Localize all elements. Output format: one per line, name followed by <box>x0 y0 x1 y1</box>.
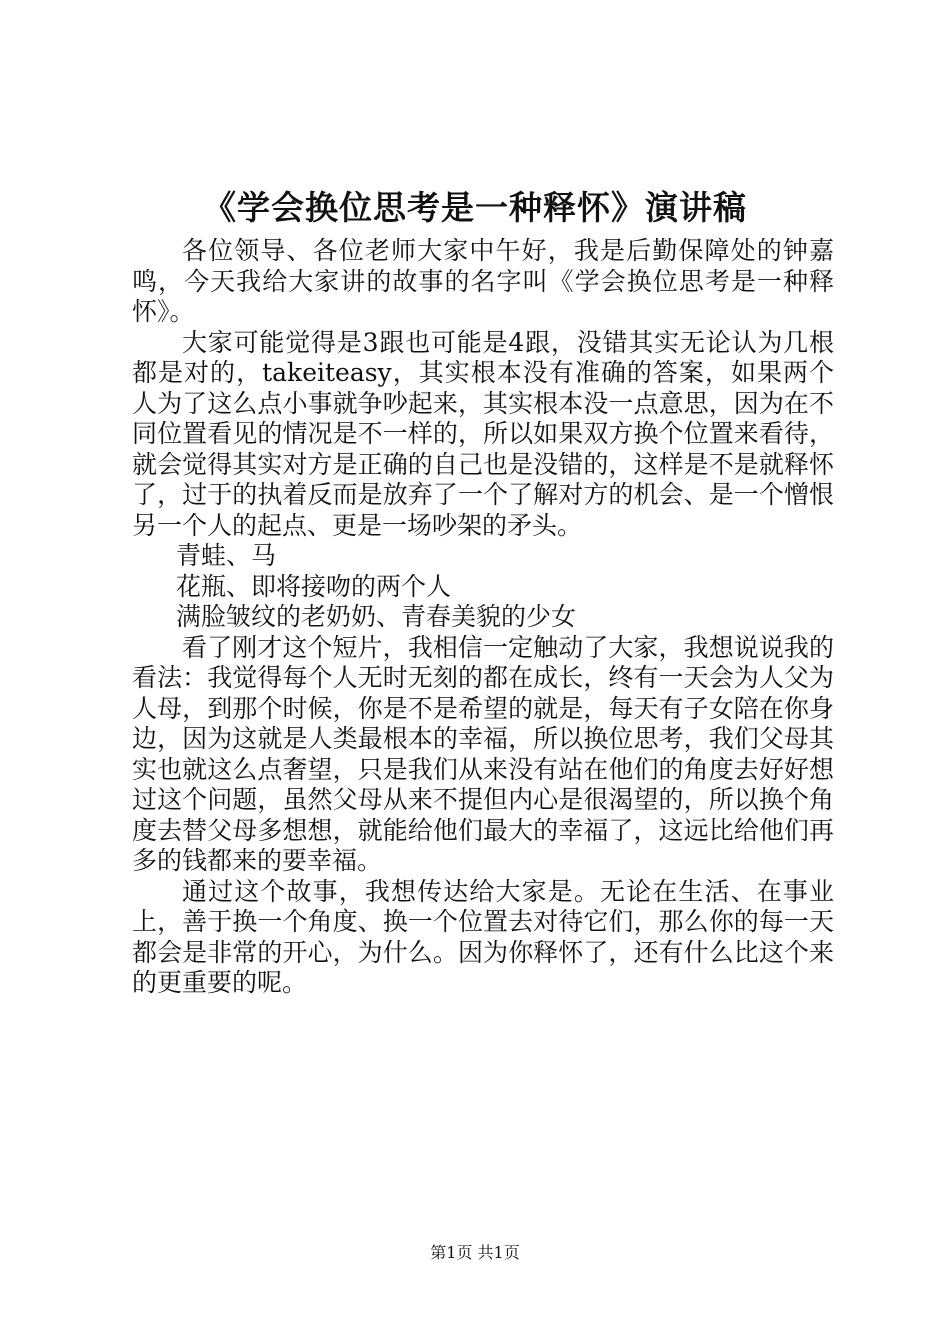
paragraph-conclusion: 通过这个故事，我想传达给大家是。无论在生活、在事业上，善于换一个角度、换一个位置去对待它们，那么你的每一天都会是非常的开心，为什么。因为你释怀了，还有什么比这个来的更重要的呢。 <box>132 876 834 997</box>
paragraph-image-example-1: 青蛙、马 <box>176 541 277 570</box>
paragraph-image-example-3: 满脸皱纹的老奶奶、青春美貌的少女 <box>176 602 577 631</box>
paragraph-perspective: 大家可能觉得是3跟也可能是4跟，没错其实无论认为几根都是对的，takeiteasy，其实根本没有准确的答案，如果两个人为了这么点小事就争吵起来，其实根本没一点意思，因为在不同位置看见的情况是不一样的，所以如果双方换个位置来看待，就会觉得其实对方是正确的自己也是没错的，这样是不是就释怀了，过于的执着反而是放弃了一个了解对方的机会、是一个憎恨另一个人的起点、更是一场吵架的矛头。 <box>132 327 834 540</box>
paragraph-image-example-2: 花瓶、即将接吻的两个人 <box>176 571 452 601</box>
page-footer: 第1页 共1页 <box>430 1243 520 1262</box>
paragraph-parents: 看了刚才这个短片，我相信一定触动了大家，我想说说我的看法：我觉得每个人无时无刻的都在成长，终有一天会为人父为人母，到那个时候，你是不是希望的就是，每天有子女陪在你身边，因为这就是人类最根本的幸福，所以换位思考，我们父母其实也就这么点奢望，只是我们从来没有站在他们的角度去好好想过这个问题，虽然父母从来不提但内心是很渴望的，所以换个角度去替父母多想想，就能给他们最大的幸福了，这远比给他们再多的钱都来的要幸福。 <box>132 632 834 875</box>
document-body <box>132 236 834 999</box>
document-title: 《学会换位思考是一种释怀》演讲稿 <box>203 188 747 227</box>
paragraph-greeting: 各位领导、各位老师大家中午好，我是后勤保障处的钟嘉鸣，今天我给大家讲的故事的名字叫《学会换位思考是一种释怀》。 <box>132 236 834 326</box>
